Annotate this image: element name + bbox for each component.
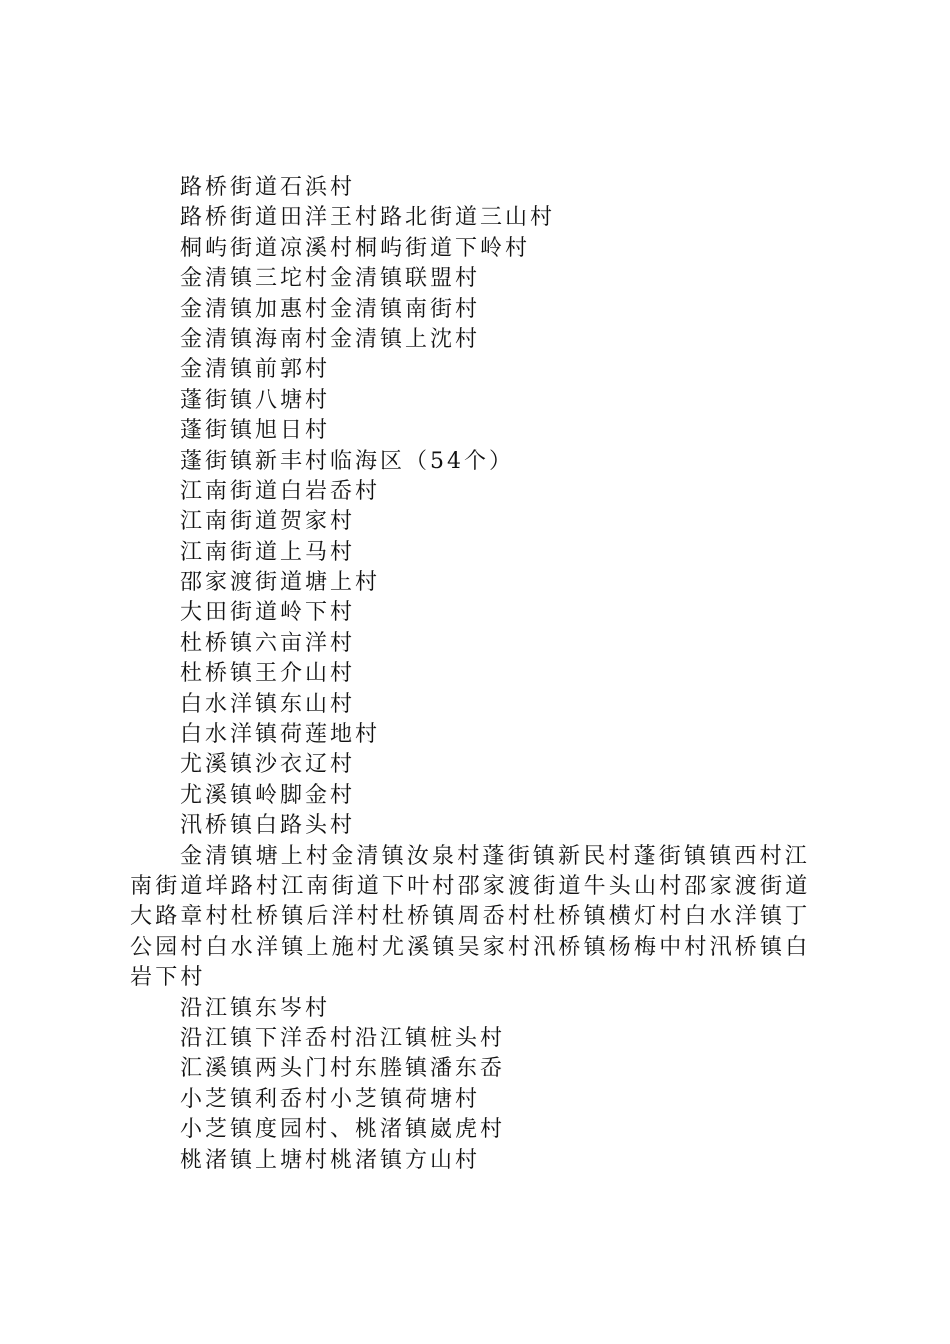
text-line: 桐屿街道凉溪村桐屿街道下岭村	[180, 235, 531, 261]
text-line: 沿江镇下洋岙村沿江镇桩头村	[180, 1026, 506, 1052]
village-paragraph: 金清镇塘上村金清镇汝泉村蓬街镇新民村蓬街镇镇西村江南街道垟路村江南街道下叶村邵家渡街道牛头山村邵家渡街道大路章村杜桥镇后洋村杜桥镇周岙村杜桥镇横灯村白水洋镇丁公园村白水洋镇上施村尤溪镇吴家村汛桥镇杨梅中村汛桥镇白岩下村	[130, 843, 811, 991]
text-line: 大田街道岭下村	[180, 600, 356, 626]
text-line: 蓬街镇新丰村临海区（54个）	[180, 448, 514, 474]
text-line: 桃渚镇上塘村桃渚镇方山村	[180, 1147, 481, 1173]
text-line: 杜桥镇王介山村	[180, 661, 356, 687]
text-line: 小芝镇利岙村小芝镇荷塘村	[180, 1086, 481, 1112]
text-line: 蓬街镇旭日村	[180, 418, 331, 444]
text-line: 路桥街道田洋王村路北街道三山村	[180, 205, 556, 231]
text-line: 白水洋镇荷莲地村	[180, 722, 381, 748]
text-line: 江南街道贺家村	[180, 509, 356, 535]
text-line: 沿江镇东岑村	[180, 995, 331, 1021]
text-line: 金清镇三坨村金清镇联盟村	[180, 266, 481, 292]
text-line: 杜桥镇六亩洋村	[180, 630, 356, 656]
text-line: 小芝镇度园村、桃渚镇崴虎村	[180, 1117, 506, 1143]
text-line: 尤溪镇沙衣辽村	[180, 752, 356, 778]
text-line: 汇溪镇两头门村东塍镇潘东岙	[180, 1056, 506, 1082]
text-line: 路桥街道石浜村	[180, 175, 356, 200]
text-line: 白水洋镇东山村	[180, 691, 356, 717]
text-line: 蓬街镇八塘村	[180, 387, 331, 413]
text-line: 金清镇前郭村	[180, 357, 331, 383]
text-line: 尤溪镇岭脚金村	[180, 782, 356, 808]
text-line: 邵家渡街道塘上村	[180, 570, 381, 596]
text-line: 汛桥镇白路头村	[180, 813, 356, 839]
text-line: 金清镇加惠村金清镇南街村	[180, 296, 481, 322]
text-line: 江南街道上马村	[180, 539, 356, 565]
document-body	[130, 173, 830, 1176]
text-line: 金清镇海南村金清镇上沈村	[180, 326, 481, 352]
text-line: 江南街道白岩岙村	[180, 478, 381, 504]
